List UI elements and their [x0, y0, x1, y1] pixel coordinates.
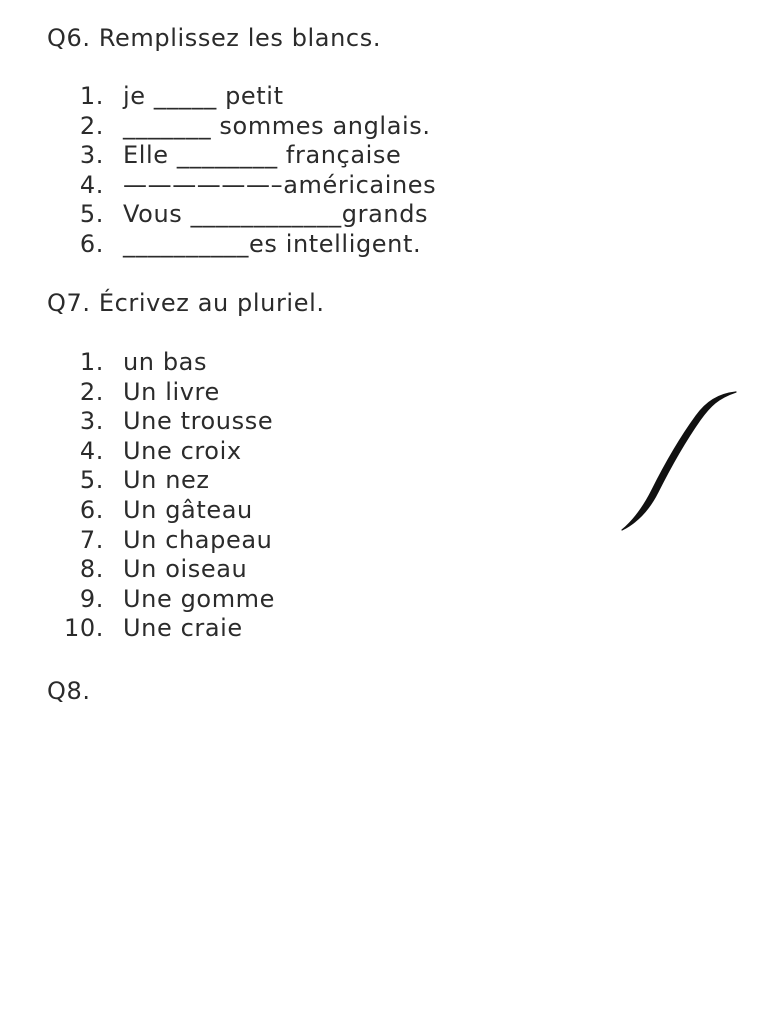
list-item	[0, 585, 768, 615]
item-text: Vous ____________grands	[123, 200, 429, 229]
item-number: 7.	[79, 525, 104, 554]
item-number: 4.	[79, 170, 104, 199]
item-text: Un chapeau	[123, 525, 273, 554]
item-number: 5.	[79, 200, 104, 229]
list-item	[0, 230, 768, 260]
item-number: 1.	[79, 82, 104, 110]
item-number: 3.	[79, 141, 104, 170]
item-text: je _____ petit	[123, 82, 284, 110]
item-text: Une trousse	[123, 407, 274, 436]
item-number: 2.	[79, 377, 104, 406]
item-text: Une croix	[123, 436, 242, 465]
list-item	[0, 614, 768, 644]
item-text: ——————–américaines	[123, 170, 437, 199]
item-text: un bas	[123, 348, 208, 376]
pen-stroke-icon	[600, 380, 750, 540]
list-item	[0, 171, 768, 201]
item-number: 6.	[79, 229, 104, 258]
item-text: _______ sommes anglais.	[123, 111, 431, 140]
item-number: 9.	[79, 584, 104, 613]
item-number: 6.	[79, 495, 104, 524]
item-number: 10.	[64, 614, 104, 643]
q8-heading: Q8.	[47, 677, 91, 705]
q7-heading: Q7. Écrivez au pluriel.	[47, 289, 325, 317]
item-text: Une gomme	[123, 584, 276, 613]
item-number: 8.	[79, 555, 104, 584]
item-number: 1.	[79, 348, 104, 376]
q6-heading: Q6. Remplissez les blancs.	[47, 24, 382, 52]
list-item	[0, 200, 768, 230]
item-text: __________es intelligent.	[123, 229, 422, 258]
list-item	[0, 82, 768, 112]
item-number: 3.	[79, 407, 104, 436]
item-number: 4.	[79, 436, 104, 465]
item-number: 5.	[79, 466, 104, 495]
list-item	[0, 348, 768, 378]
list-item	[0, 112, 768, 142]
list-item	[0, 141, 768, 171]
list-item	[0, 555, 768, 585]
item-text: Un gâteau	[123, 495, 253, 524]
item-text: Un oiseau	[123, 555, 248, 584]
item-text: Un nez	[123, 466, 210, 495]
item-number: 2.	[79, 111, 104, 140]
item-text: Elle ________ française	[123, 141, 402, 170]
q6-list	[0, 82, 768, 260]
item-text: Un livre	[123, 377, 220, 406]
item-text: Une craie	[123, 614, 243, 643]
